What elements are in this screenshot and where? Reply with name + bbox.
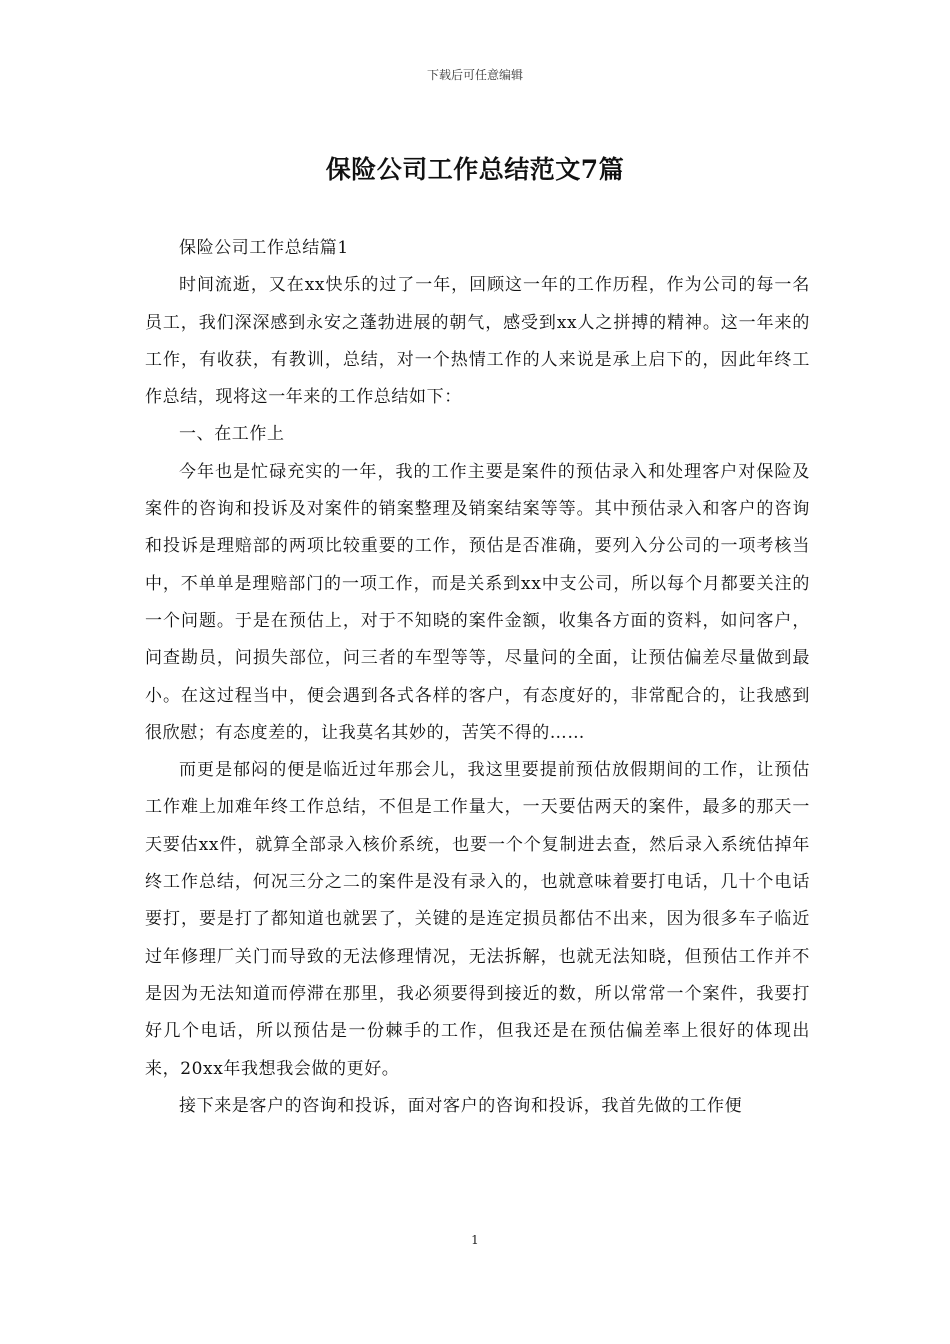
section-heading: 保险公司工作总结篇1 (179, 238, 349, 258)
header-note: 下载后可任意编辑 (426, 68, 523, 82)
page-number: 1 (471, 1233, 479, 1247)
document-body (145, 230, 810, 1125)
document-title: 保险公司工作总结范文7篇 (325, 155, 625, 184)
paragraph: 而更是郁闷的便是临近过年那会儿，我这里要提前预估放假期间的工作，让预估工作难上加难年终工作总结，不但是工作量大，一天要估两天的案件，最多的那天一天要估xx件，就算全部录入核价系统，也要一个个复制进去查，然后录入系统估掉年终工作总结，何况三分之二的案件是没有录入的，也就意味着要打电话，几十个电话要打，要是打了都知道也就罢了，关键的是连定损员都估不出来，因为很多车子临近过年修理厂关门而导致的无法修理情况，无法拆解，也就无法知晓，但预估工作并不是因为无法知道而停滞在那里，我必须要得到接近的数，所以常常一个案件，我要打好几个电话，所以预估是一份棘手的工作，但我还是在预估偏差率上很好的体现出来，20xx年我想我会做的更好。 (145, 760, 810, 1079)
subsection-heading: 一、在工作上 (179, 424, 285, 445)
paragraph: 时间流逝，又在xx快乐的过了一年，回顾这一年的工作历程，作为公司的每一名员工，我们深深感到永安之蓬勃进展的朝气，感受到xx人之拼搏的精神。这一年来的工作，有收获，有教训，总结，对一个热情工作的人来说是承上启下的，因此年终工作总结，现将这一年来的工作总结如下： (145, 275, 810, 408)
paragraph: 接下来是客户的咨询和投诉，面对客户的咨询和投诉，我首先做的工作便 (179, 1095, 743, 1116)
paragraph: 今年也是忙碌充实的一年，我的工作主要是案件的预估录入和处理客户对保险及案件的咨询和投诉及对案件的销案整理及销案结案等等。其中预估录入和客户的咨询和投诉是理赔部的两项比较重要的工作，预估是否准确，要列入分公司的一项考核当中，不单单是理赔部门的一项工作，而是关系到xx中支公司，所以每个月都要关注的一个问题。于是在预估上，对于不知晓的案件金额，收集各方面的资料，如问客户，问查勘员，问损失部位，问三者的车型等等，尽量问的全面，让预估偏差尽量做到最小。在这过程当中，便会遇到各式各样的客户，有态度好的，非常配合的，让我感到很欣慰；有态度差的，让我莫名其妙的，苦笑不得的…… (145, 461, 810, 743)
